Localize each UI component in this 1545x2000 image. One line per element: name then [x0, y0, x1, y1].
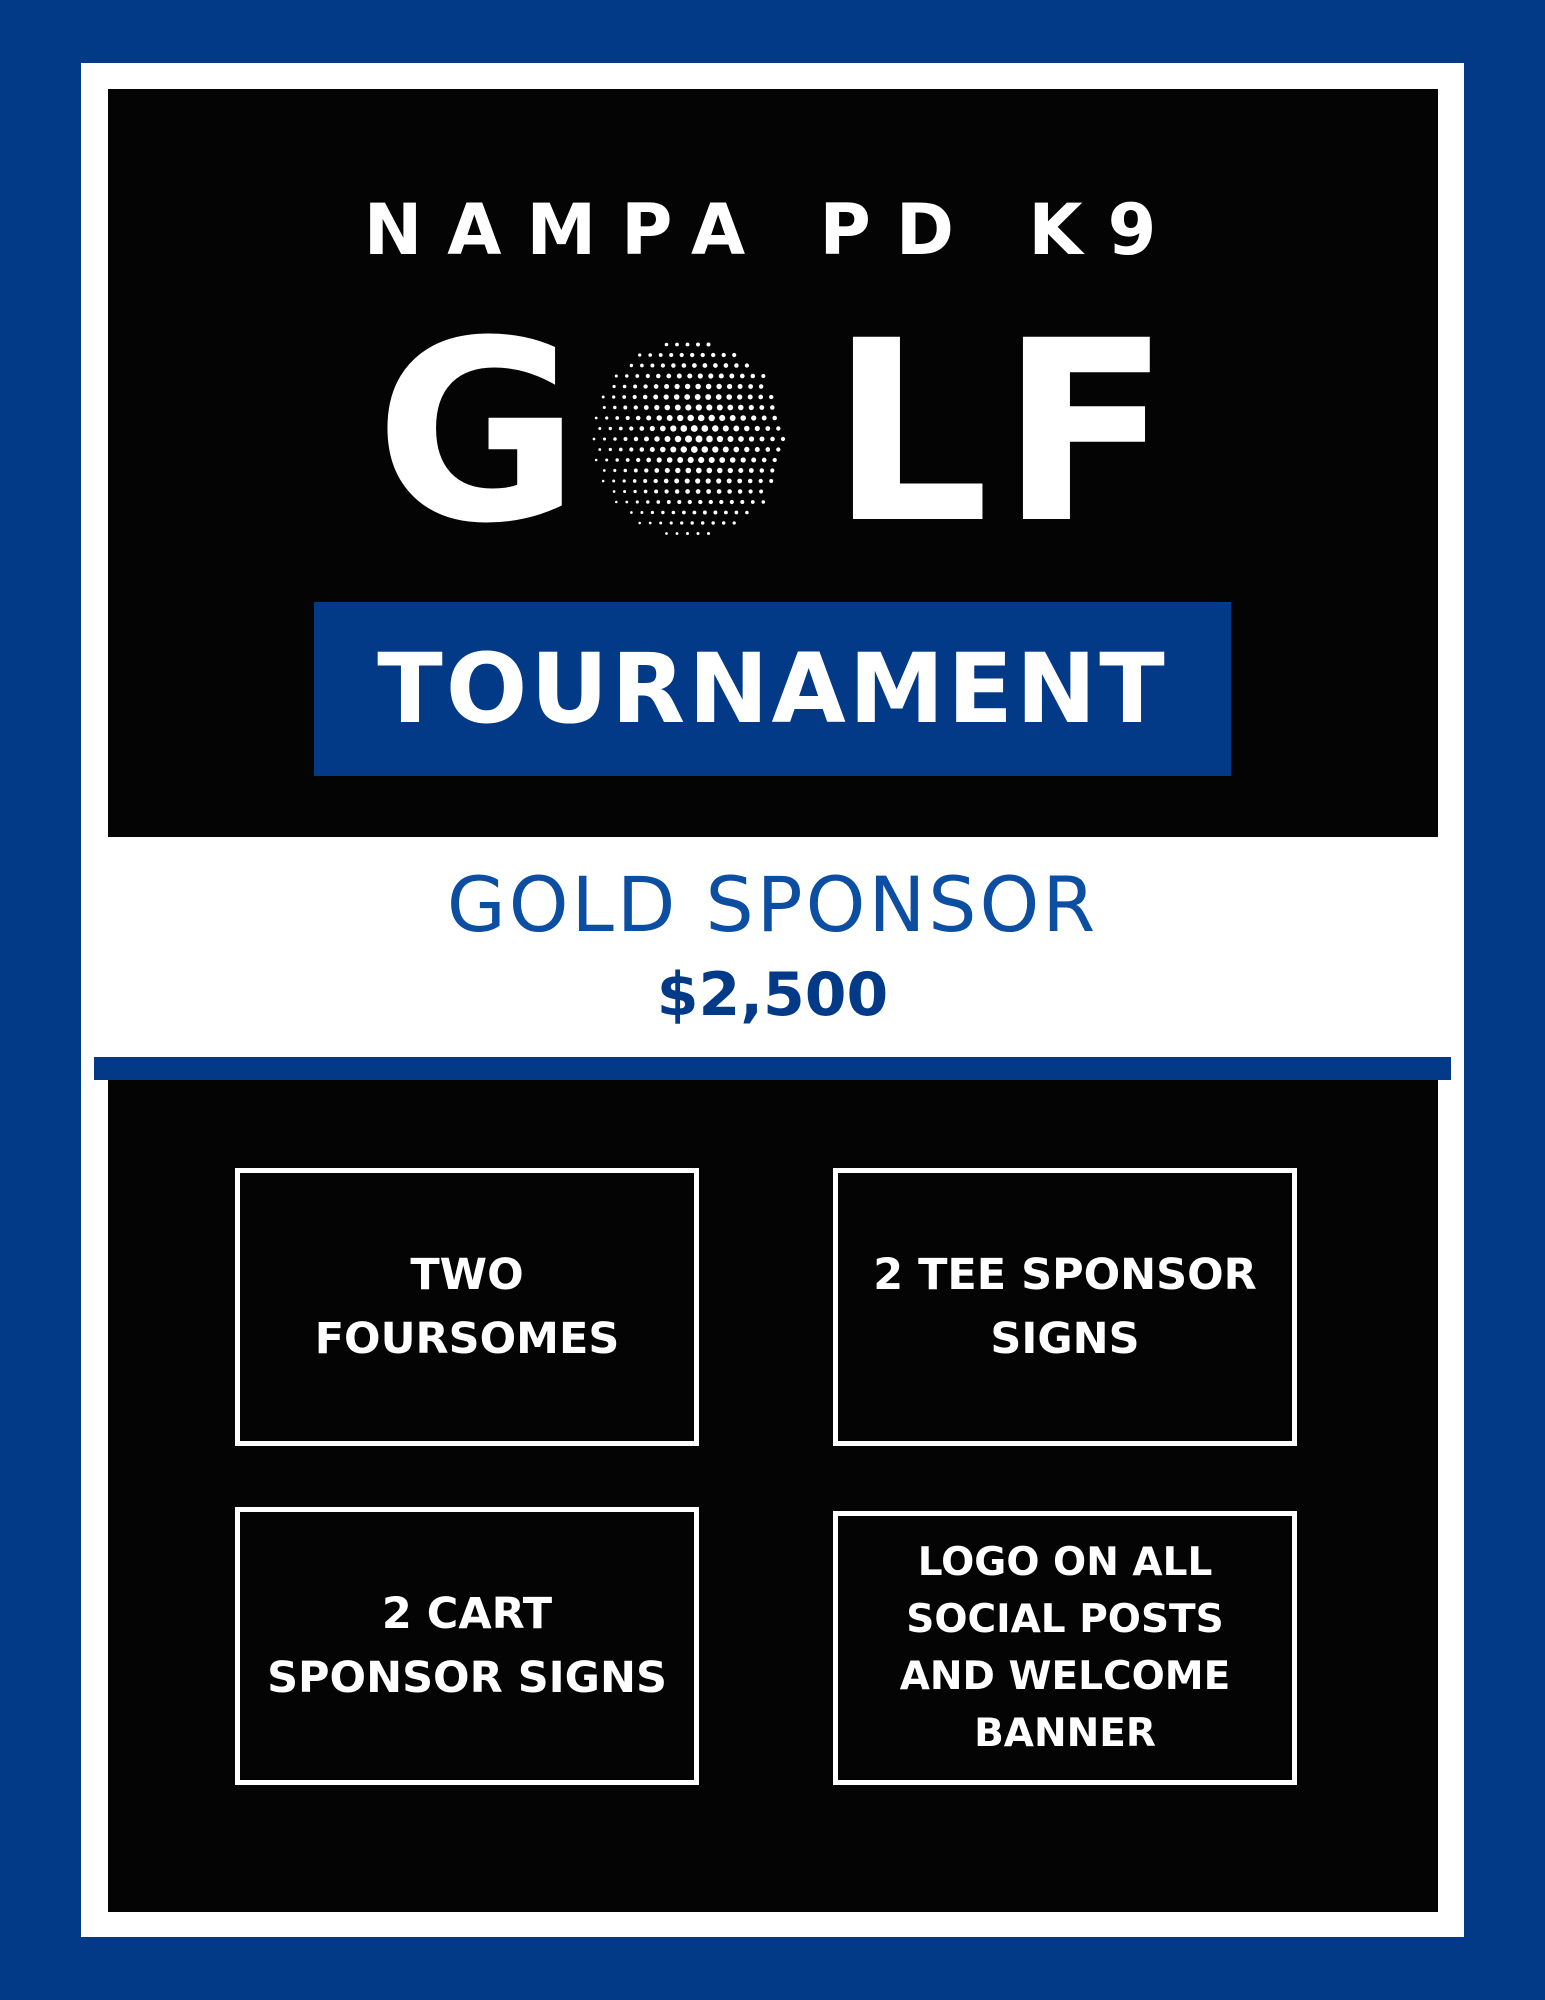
golf-ball-dimple [598, 427, 601, 430]
golf-ball-dimple [759, 384, 764, 389]
golf-ball-dimple [605, 459, 608, 462]
golf-ball-dimple [706, 384, 712, 390]
golf-ball-dimple [664, 489, 668, 493]
golf-ball-dimple [623, 490, 626, 493]
golf-ball-dimple [670, 446, 676, 452]
golf-ball-dimple [635, 374, 639, 378]
golf-ball-dimple [612, 395, 615, 398]
benefit-two-foursomes [235, 1168, 699, 1446]
golf-ball-dimple [640, 364, 644, 368]
section-divider [94, 1057, 1451, 1080]
golf-ball-dimple [687, 373, 692, 378]
golf-ball-dimple [677, 500, 681, 504]
sponsor-price: $2,500 [656, 960, 889, 1030]
golf-ball-dimple [613, 406, 616, 409]
golf-ball-dimple [696, 404, 702, 410]
golf-ball-dimple [769, 479, 773, 483]
golf-ball-dimple [654, 479, 658, 483]
golf-ball-dimple [719, 457, 725, 463]
golf-ball-dimple [624, 437, 628, 441]
golf-ball-dimple [713, 511, 717, 515]
golf-ball-dimple [772, 416, 776, 420]
golf-ball-dimple [674, 394, 680, 400]
golf-ball-dimple [706, 468, 712, 474]
golf-ball-dimple [728, 468, 733, 473]
golf-ball-dimple [719, 415, 725, 421]
golf-ball-dimple [665, 405, 671, 411]
golf-ball-dimple [613, 437, 617, 441]
golf-ball-dimple [602, 396, 605, 399]
golf-ball-dimple [716, 384, 721, 389]
golf-ball-dimple [644, 490, 648, 494]
sponsor-level: GOLD SPONSOR [446, 860, 1099, 949]
golf-ball-dimple [598, 448, 601, 451]
golf-ball-dimple [749, 436, 754, 441]
golf-ball-dimple [664, 384, 669, 389]
golf-ball-dimple [730, 500, 734, 504]
golf-ball-dimple [649, 522, 652, 525]
golf-ball-dimple [727, 436, 733, 442]
golf-ball-dimple [670, 425, 676, 431]
golf-ball-dimple [717, 489, 722, 494]
golf-ball-dimple [723, 446, 729, 452]
golf-ball-dimple [654, 384, 659, 389]
golf-ball-dimple [656, 415, 661, 420]
golf-ball-dimple [702, 446, 709, 453]
golf-ball-dimple [707, 532, 710, 535]
golf-ball-dimple [653, 395, 658, 400]
golf-ball-dimple [755, 447, 760, 452]
golf-ball-dimple [722, 353, 726, 357]
golf-ball-dimple [691, 446, 698, 453]
benefit-logo-exposure [833, 1511, 1297, 1785]
golf-ball-dimple [686, 343, 690, 347]
golf-ball-dimple [654, 436, 659, 441]
golf-ball-dimple [685, 489, 690, 494]
golf-ball-dimple [740, 500, 744, 504]
golf-ball-dimple [696, 436, 703, 443]
golf-ball-dimple [740, 415, 746, 421]
golf-ball-dimple [748, 479, 753, 484]
golf-ball-dimple [762, 416, 767, 421]
golf-ball-dimple [685, 404, 691, 410]
golf-ball-dimple [669, 353, 673, 357]
golf-ball-dimple [749, 468, 754, 473]
golf-ball-dimple [674, 479, 679, 484]
organization-name: NAMPA PD K9 [363, 189, 1182, 271]
golf-ball-dimple [643, 395, 648, 400]
golf-ball-dimple [665, 343, 669, 347]
golf-ball-dimple [624, 469, 628, 473]
golf-ball-dimple [646, 458, 651, 463]
golf-ball-dimple [681, 446, 687, 452]
golf-ball-dimple [706, 489, 711, 494]
golf-ball-dimple [630, 364, 633, 367]
golf-ball-dimple [609, 427, 612, 430]
golf-ball-dimple [636, 500, 639, 503]
golf-ball-dimple [634, 405, 638, 409]
golf-ball-dimple [727, 405, 733, 411]
golf-ball-dimple [762, 500, 766, 504]
golf-ball-dimple [616, 458, 619, 461]
golf-ball-dimple [744, 447, 749, 452]
golf-ball-dimple [770, 405, 774, 409]
golf-ball-dimple [703, 511, 707, 515]
golf-ball-dimple [672, 511, 676, 515]
golf-ball-dimple [696, 489, 701, 494]
golf-ball-dimple [619, 427, 623, 431]
golf-ball-dimple [603, 406, 606, 409]
golf-ball-dimple [660, 447, 666, 453]
golf-ball-dimple [612, 480, 615, 483]
golf-ball-dimple [675, 405, 681, 411]
golf-ball-dimple [733, 521, 736, 524]
golf-ball-dimple [640, 511, 643, 514]
golf-ball-dimple [643, 479, 647, 483]
golf-ball-dimple [680, 521, 683, 524]
golf-ball-dimple [615, 416, 619, 420]
golf-ball-dimple [716, 394, 722, 400]
golf-ball-dimple [726, 394, 732, 400]
golf-ball-dimple [691, 425, 698, 432]
golf-ball-dimple [744, 426, 750, 432]
golf-ball-dimple [727, 489, 732, 494]
golf-ball-dimple [751, 374, 755, 378]
golf-ball-dimple [665, 532, 668, 535]
golf-ball-dimple [625, 501, 628, 504]
golf-ball-dimple [724, 511, 728, 515]
golf-ball-dimple [769, 395, 773, 399]
golf-ball-dimple [759, 479, 763, 483]
golf-ball-dimple [738, 489, 742, 493]
golf-ball-dimple [755, 426, 760, 431]
golf-ball-dimple [622, 395, 626, 399]
golf-ball-dimple [738, 384, 743, 389]
golf-ball-dimple [709, 500, 713, 504]
golf-ball-dimple [691, 521, 694, 524]
golf-ball-dimple [670, 521, 673, 524]
golf-ball-dimple [701, 521, 704, 524]
golf-ball-icon [587, 336, 793, 542]
golf-ball-dimple [765, 447, 770, 452]
golf-ball-dimple [671, 363, 675, 367]
golf-ball-dimple [751, 415, 756, 420]
golf-ball-dimple [638, 353, 641, 356]
golf-ball-dimple [613, 490, 616, 493]
golf-ball-dimple [703, 363, 708, 368]
golf-ball-dimple [603, 437, 606, 440]
golf-ball-dimple [773, 458, 777, 462]
golf-ball-dimple [734, 363, 738, 367]
golf-ball-dimple [654, 468, 659, 473]
golf-ball-dimple [745, 363, 749, 367]
golf-ball-dimple [698, 500, 702, 504]
golf-ball-dimple [712, 425, 718, 431]
golf-ball-dimple [730, 415, 736, 421]
golf-ball-dimple [646, 374, 650, 378]
golf-ball-dimple [733, 426, 739, 432]
golf-ball-dimple [692, 511, 696, 515]
golf-ball-dimple [758, 395, 763, 400]
golf-ball-dimple [687, 415, 694, 422]
golf-ball-dimple [735, 511, 739, 515]
golf-letter-l: L [830, 287, 990, 578]
golf-ball-dimple [695, 384, 701, 390]
golf-ball-dimple [732, 353, 736, 357]
golf-ball-dimple [708, 373, 713, 378]
golf-ball-dimple [722, 521, 725, 524]
golf-ball-dimple [692, 363, 697, 368]
golf-ball-dimple [685, 478, 690, 483]
golf-ball-dimple [684, 394, 690, 400]
golf-ball-dimple [615, 501, 618, 504]
golf-ball-dimple [729, 374, 734, 379]
golf-ball-dimple [698, 457, 704, 463]
golf-ball-dimple [639, 426, 644, 431]
benefit-label: LOGO ON ALL SOCIAL POSTS AND WELCOME BANNER [899, 1540, 1231, 1756]
golf-ball-dimple [612, 385, 615, 388]
golf-ball-dimple [636, 416, 641, 421]
golf-ball-dimple [730, 457, 736, 463]
golf-ball-dimple [660, 426, 666, 432]
golf-ball-dimple [650, 364, 654, 368]
golf-ball-dimple [717, 404, 723, 410]
golf-ball-dimple [595, 459, 598, 462]
golf-ball-dimple [711, 353, 715, 357]
golf-ball-dimple [605, 416, 608, 419]
golf-ball-dimple [738, 436, 744, 442]
golf-ball-dimple [723, 425, 729, 431]
golf-ball-dimple [651, 511, 654, 514]
golf-ball-dimple [629, 426, 633, 430]
golf-letter-g: G [375, 287, 581, 578]
golf-ball-dimple [705, 394, 711, 400]
golf-ball-dimple [613, 469, 616, 472]
golf-ball-dimple [695, 478, 700, 483]
golf-ball-dimple [706, 436, 713, 443]
golf-ball-dimple [748, 384, 753, 389]
golf-ball-dimple [685, 468, 691, 474]
golf-ball-dimple [654, 490, 658, 494]
golf-ball-dimple [749, 489, 753, 493]
golf-ball-dimple [623, 479, 626, 482]
golf-ball-dimple [770, 468, 774, 472]
golf-ball-dimple [667, 415, 673, 421]
golf-ball-dimple [751, 458, 756, 463]
golf-ball-dimple [677, 374, 682, 379]
golf-ball-dimple [712, 446, 718, 452]
golf-ball-dimple [682, 511, 686, 515]
golf-ball-dimple [727, 384, 732, 389]
golf-ball-dimple [666, 374, 671, 379]
golf-ball-dimple [661, 363, 665, 367]
golf-ball-dimple [749, 405, 754, 410]
golf-ball-dimple [633, 479, 637, 483]
golf-ball-dimple [667, 457, 673, 463]
golf-ball-dimple [675, 436, 682, 443]
golf-ball-dimple [626, 416, 630, 420]
golf-ball-dimple [629, 447, 633, 451]
golf-ball-dimple [593, 438, 596, 441]
golf-ball-dimple [701, 353, 705, 357]
golf-ball-dimple [711, 521, 714, 524]
golf-ball-dimple [675, 468, 680, 473]
golf-ball-dimple [733, 447, 739, 453]
golf-ball-dimple [675, 343, 679, 347]
golf-ball-dimple [633, 385, 637, 389]
golf-ball-dimple [682, 363, 687, 368]
golf-ball-dimple [717, 436, 723, 442]
golf-ball-dimple [619, 448, 623, 452]
golf-ball-dimple [675, 489, 680, 494]
golf-ball-dimple [719, 500, 723, 504]
golf-ball-dimple [745, 511, 749, 515]
golf-ball-dimple [696, 468, 702, 474]
golf-ball-dimple [685, 384, 690, 389]
golf-ball-dimple [706, 478, 711, 483]
golf-ball-dimple [625, 374, 628, 377]
golf-ball-dimple [765, 426, 770, 431]
golf-ball-dimple [609, 448, 612, 451]
golf-ball-dimple [677, 457, 683, 463]
golf-ball-dimple [759, 405, 764, 410]
golf-ball-dimple [686, 532, 689, 535]
golf-ball-dimple [665, 436, 671, 442]
golf-ball-dimple [638, 522, 641, 525]
golf-ball-dimple [650, 426, 655, 431]
golf-ball-dimple [762, 458, 767, 463]
golf-ball-dimple [716, 478, 721, 483]
golf-ball-dimple [717, 468, 723, 474]
golf-ball-dimple [740, 374, 745, 379]
golf-ball-dimple [634, 437, 638, 441]
golf-ball-dimple [760, 437, 765, 442]
golf-ball-dimple [737, 394, 742, 399]
golf-ball-dimple [646, 415, 651, 420]
golf-ball-dimple [603, 469, 606, 472]
golf-ball-dimple [724, 363, 729, 368]
golf-letter-f: F [1000, 287, 1171, 578]
golf-ball-dimple [646, 500, 649, 503]
golf-ball-dimple [727, 479, 732, 484]
golf-ball-dimple [680, 425, 687, 432]
golf-ball-dimple [623, 385, 627, 389]
golf-ball-dimple [650, 447, 655, 452]
golf-ball-dimple [690, 353, 694, 357]
golf-ball-dimple [657, 457, 662, 462]
golf-ball-dimple [706, 404, 712, 410]
golf-ball-dimple [664, 394, 669, 399]
golf-ball-dimple [630, 511, 633, 514]
golf-ball-dimple [676, 532, 679, 535]
golf-ball-dimple [626, 458, 630, 462]
golf-ball-dimple [738, 405, 744, 411]
golf-ball-dimple [664, 479, 669, 484]
golf-ball-dimple [643, 384, 647, 388]
golf-ball-dimple [737, 479, 742, 484]
golf-ball-dimple [698, 415, 705, 422]
tournament-banner: TOURNAMENT [314, 602, 1231, 776]
golf-ball-dimple [696, 343, 700, 347]
golf-ball-dimple [656, 500, 660, 504]
golf-ball-dimple [634, 469, 638, 473]
golf-ball-dimple [659, 353, 663, 357]
golf-ball-dimple [770, 437, 775, 442]
golf-ball-dimple [602, 480, 605, 483]
golf-ball-dimple [667, 500, 671, 504]
golf-ball-dimple [759, 490, 763, 494]
golf-ball-dimple [707, 343, 711, 347]
golf-ball-dimple [709, 415, 715, 421]
golf-ball-dimple [761, 374, 765, 378]
golf-ball-dimple [688, 500, 692, 504]
golf-ball-dimple [695, 394, 701, 400]
golf-ball-dimple [685, 435, 692, 442]
benefit-label: 2 CART SPONSOR SIGNS [267, 1589, 667, 1703]
golf-ball-dimple [648, 353, 652, 357]
golf-ball-dimple [644, 437, 649, 442]
golf-ball-dimple [701, 425, 708, 432]
golf-ball-dimple [748, 394, 753, 399]
golf-ball-dimple [751, 500, 755, 504]
golf-ball-dimple [698, 373, 703, 378]
golf-ball-dimple [776, 426, 780, 430]
golf-ball-dimple [719, 373, 724, 378]
benefit-label: 2 TEE SPONSOR SIGNS [873, 1250, 1257, 1364]
benefit-label: TWO FOURSOMES [314, 1250, 620, 1364]
golf-ball-dimple [674, 384, 679, 389]
golf-ball-dimple [781, 437, 785, 441]
golf-ball-dimple [776, 447, 780, 451]
benefit-tee-signs [833, 1168, 1297, 1446]
golf-ball-dimple [760, 468, 765, 473]
golf-ball-dimple [640, 447, 645, 452]
golf-ball-dimple [741, 457, 746, 462]
golf-ball-dimple [615, 374, 618, 377]
golf-ball-dimple [696, 532, 699, 535]
golf-ball-dimple [738, 468, 743, 473]
golf-ball-dimple [688, 457, 694, 463]
golf-ball-dimple [680, 353, 684, 357]
golf-ball-dimple [644, 468, 648, 472]
golf-ball-dimple [659, 522, 662, 525]
golf-ball-dimple [633, 395, 637, 399]
golf-ball-dimple [665, 468, 670, 473]
golf-ball-dimple [709, 457, 715, 463]
golf-ball-dimple [654, 405, 659, 410]
golf-ball-dimple [636, 458, 640, 462]
golf-ball-dimple [656, 374, 660, 378]
golf-ball-dimple [595, 417, 598, 420]
golf-ball-dimple [644, 405, 649, 410]
golf-ball-dimple [633, 490, 636, 493]
golf-ball-dimple [677, 415, 683, 421]
golf-ball-dimple [713, 363, 718, 368]
golf-ball-dimple [623, 406, 627, 410]
benefit-cart-signs [235, 1507, 699, 1785]
golf-ball-dimple [661, 511, 664, 514]
